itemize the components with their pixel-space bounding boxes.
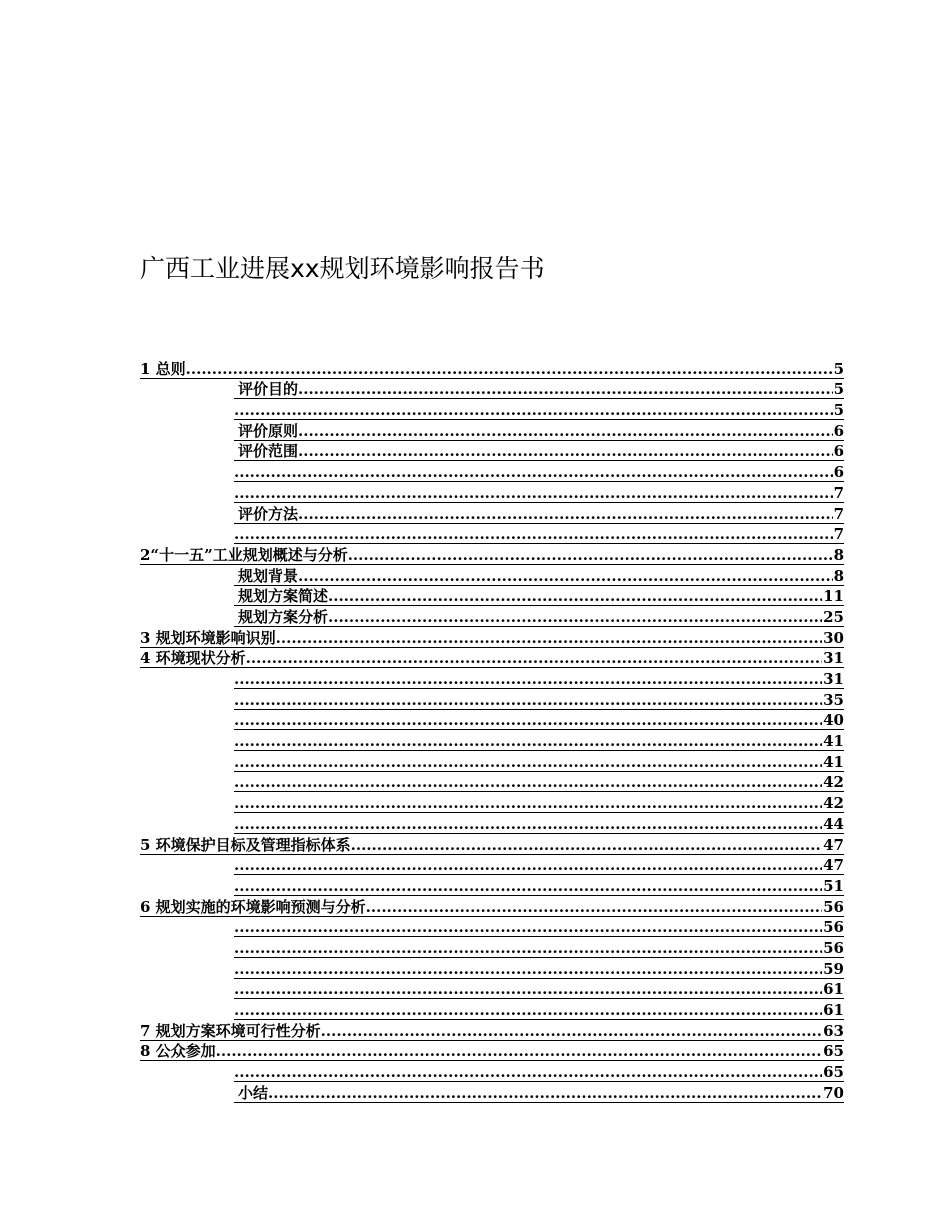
toc-page-number: 5 <box>833 380 844 399</box>
toc-entry[interactable] <box>234 524 844 545</box>
toc-entry[interactable] <box>234 875 844 896</box>
toc-page-number: 41 <box>823 752 844 771</box>
toc-page-number: 7 <box>833 504 844 523</box>
toc-dot-leader <box>298 380 833 398</box>
toc-entry-title: 5 环境保护目标及管理指标体系 <box>140 835 351 854</box>
toc-entry-title: 小结 <box>238 1083 269 1102</box>
toc-dot-leader <box>234 711 822 729</box>
toc-page-number: 47 <box>823 835 844 854</box>
toc-entry[interactable] <box>234 979 844 1000</box>
toc-dot-leader <box>234 856 822 874</box>
toc-entry-title: 评价范围 <box>238 442 299 461</box>
toc-entry[interactable] <box>234 937 844 958</box>
toc-page-number: 65 <box>823 1042 844 1061</box>
toc-entry[interactable] <box>234 420 844 441</box>
toc-entry[interactable] <box>140 648 844 669</box>
toc-page-number: 61 <box>823 1001 844 1019</box>
toc-dot-leader <box>234 877 822 895</box>
toc-page-number: 6 <box>833 463 844 482</box>
toc-entry[interactable] <box>234 482 844 503</box>
toc-entry[interactable] <box>234 792 844 813</box>
toc-dot-leader <box>328 587 822 605</box>
toc-dot-leader <box>234 794 822 812</box>
toc-entry[interactable] <box>140 1041 844 1062</box>
toc-entry[interactable] <box>140 834 844 855</box>
toc-entry-title: 评价原则 <box>238 421 299 440</box>
toc-entry-title: 3 规划环境影响识别 <box>140 628 276 647</box>
toc-entry-title: 评价目的 <box>238 380 299 399</box>
toc-entry[interactable] <box>234 668 844 689</box>
toc-entry-title: 6 规划实施的环境影响预测与分析 <box>140 897 366 916</box>
toc-dot-leader <box>234 939 822 957</box>
toc-entry[interactable] <box>234 586 844 607</box>
toc-dot-leader <box>348 546 833 564</box>
toc-dot-leader <box>234 670 822 688</box>
page-title: 广西工业进展xx规划环境影响报告书 <box>140 254 545 283</box>
toc-page-number: 35 <box>823 690 844 709</box>
toc-entry-title: 规划方案分析 <box>238 607 329 626</box>
toc-page-number: 70 <box>823 1083 844 1102</box>
toc-entry[interactable] <box>234 606 844 627</box>
toc-page-number: 41 <box>823 732 844 751</box>
toc-dot-leader <box>234 1063 822 1081</box>
toc-dot-leader <box>246 649 822 667</box>
toc-dot-leader <box>234 525 833 543</box>
toc-dot-leader <box>186 360 833 378</box>
toc-dot-leader <box>276 629 822 647</box>
toc-entry-title: 1 总则 <box>140 359 186 378</box>
toc-page-number: 5 <box>833 401 844 420</box>
toc-page-number: 42 <box>823 773 844 792</box>
toc-dot-leader <box>234 732 822 750</box>
toc-entry[interactable] <box>140 1020 844 1041</box>
toc-dot-leader <box>234 691 822 709</box>
toc-entry-title: 8 公众参加 <box>140 1042 216 1061</box>
toc-entry[interactable] <box>234 710 844 731</box>
toc-entry-title: 评价方法 <box>238 504 299 523</box>
toc-dot-leader <box>268 1084 822 1102</box>
toc-entry[interactable] <box>234 1082 844 1103</box>
toc-page-number: 8 <box>833 566 844 585</box>
toc-entry[interactable] <box>140 544 844 565</box>
toc-entry[interactable] <box>234 730 844 751</box>
toc-page-number: 7 <box>833 483 844 502</box>
toc-dot-leader <box>298 505 833 523</box>
toc-page-number: 5 <box>833 359 844 378</box>
toc-page-number: 47 <box>823 856 844 875</box>
toc-entry[interactable] <box>234 461 844 482</box>
toc-entry[interactable] <box>234 565 844 586</box>
toc-dot-leader <box>298 442 833 460</box>
toc-dot-leader <box>234 401 833 419</box>
toc-dot-leader <box>298 567 833 585</box>
toc-page-number: 31 <box>823 649 844 668</box>
toc-dot-leader <box>234 918 822 936</box>
toc-dot-leader <box>351 836 822 854</box>
toc-dot-leader <box>234 960 822 978</box>
toc-entry[interactable] <box>234 751 844 772</box>
toc-entry[interactable] <box>140 896 844 917</box>
toc-entry-title: 4 环境现状分析 <box>140 649 246 668</box>
toc-entry[interactable] <box>234 855 844 876</box>
toc-dot-leader <box>234 815 822 833</box>
toc-page-number: 25 <box>823 607 844 626</box>
toc-dot-leader <box>234 1001 822 1019</box>
toc-page-number: 65 <box>823 1063 844 1082</box>
toc-dot-leader <box>321 1022 822 1040</box>
toc-entry-title: 2“十一五”工业规划概述与分析 <box>140 545 348 564</box>
toc-entry[interactable] <box>234 379 844 400</box>
toc-page-number: 44 <box>823 814 844 833</box>
toc-entry-title: 规划背景 <box>238 566 299 585</box>
toc-entry[interactable] <box>234 772 844 793</box>
toc-entry[interactable] <box>234 1061 844 1082</box>
toc-page-number: 51 <box>823 876 844 895</box>
toc-dot-leader <box>234 980 822 998</box>
toc-entry-title: 规划方案简述 <box>238 587 329 606</box>
toc-dot-leader <box>234 484 833 502</box>
toc-dot-leader <box>234 773 822 791</box>
table-of-contents <box>140 358 844 1103</box>
toc-dot-leader <box>328 608 822 626</box>
toc-entry[interactable] <box>234 813 844 834</box>
toc-page-number: 56 <box>823 897 844 916</box>
toc-entry[interactable] <box>140 627 844 648</box>
toc-entry[interactable] <box>140 358 844 379</box>
toc-dot-leader <box>216 1042 822 1060</box>
toc-page-number: 31 <box>823 670 844 688</box>
toc-dot-leader <box>298 422 833 440</box>
toc-page-number: 11 <box>823 587 844 606</box>
toc-page-number: 6 <box>833 442 844 461</box>
toc-entry-title: 7 规划方案环境可行性分析 <box>140 1021 321 1040</box>
toc-entry[interactable] <box>234 689 844 710</box>
toc-entry[interactable] <box>234 999 844 1020</box>
toc-page-number: 56 <box>823 918 844 937</box>
toc-entry[interactable] <box>234 399 844 420</box>
toc-entry[interactable] <box>234 958 844 979</box>
toc-entry[interactable] <box>234 441 844 462</box>
toc-page-number: 40 <box>823 711 844 730</box>
toc-dot-leader <box>366 898 822 916</box>
toc-page-number: 6 <box>833 421 844 440</box>
toc-page-number: 63 <box>823 1021 844 1040</box>
toc-page-number: 61 <box>823 980 844 999</box>
toc-dot-leader <box>234 463 833 481</box>
toc-entry[interactable] <box>234 917 844 938</box>
toc-page-number: 30 <box>823 628 844 647</box>
toc-page-number: 7 <box>833 525 844 544</box>
toc-page-number: 59 <box>823 959 844 978</box>
toc-page-number: 8 <box>833 545 844 564</box>
toc-dot-leader <box>234 753 822 771</box>
toc-page-number: 56 <box>823 938 844 957</box>
toc-entry[interactable] <box>234 503 844 524</box>
toc-page-number: 42 <box>823 794 844 813</box>
